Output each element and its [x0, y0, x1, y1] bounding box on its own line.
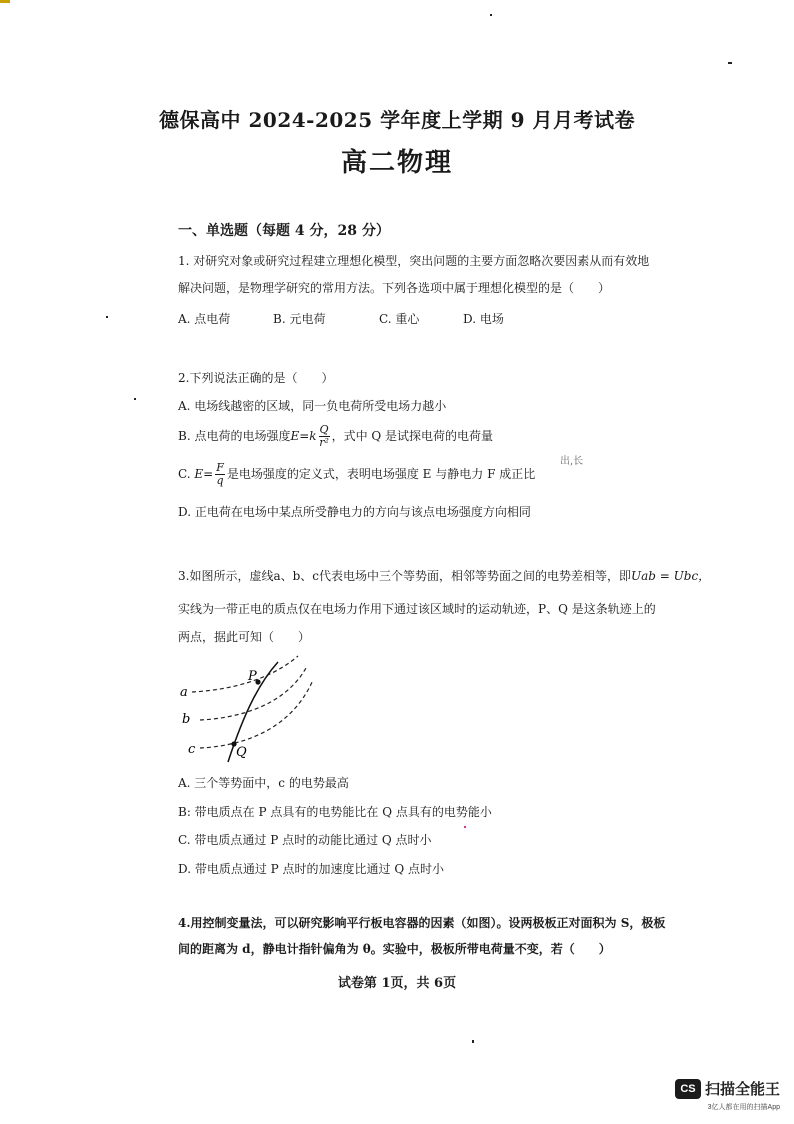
- scan-speck: [0, 0, 10, 3]
- q4-line1: 4.用控制变量法，可以研究影响平行板电容器的因素（如图）。设两极板正对面积为 S，极板: [178, 916, 666, 930]
- q2-option-b-suffix: ，式中 Q 是试探电荷的电荷量: [331, 429, 494, 443]
- scan-speck: [472, 1040, 474, 1043]
- scan-speck: [728, 62, 732, 64]
- label-b: b: [182, 712, 191, 727]
- q2-option-c-prefix: C.: [178, 467, 195, 481]
- scan-speck: [464, 826, 466, 828]
- scan-speck: [490, 14, 492, 16]
- q2-option-c-suffix: 是电场强度的定义式，表明电场强度 E 与静电力 F 成正比: [226, 467, 536, 481]
- q3-option-b: B: 带电质点在 P 点具有的电势能比在 Q 点具有的电势能小: [178, 805, 492, 819]
- q3-line1: [178, 567, 710, 584]
- scan-speck: [106, 316, 108, 318]
- formula-e: E: [194, 467, 204, 481]
- scanner-tagline: 3亿人都在用的扫描App: [707, 1104, 780, 1111]
- fraction-denominator: r²: [319, 436, 329, 449]
- equipotential-line-c: [200, 680, 313, 748]
- q2-option-a: A. 电场线越密的区域，同一负电荷所受电场力越小: [178, 399, 447, 413]
- q3-option-d: D. 带电质点通过 P 点时的加速度比通过 Q 点时小: [178, 862, 444, 876]
- q3-line3: 两点，据此可知（ ）: [178, 630, 311, 644]
- scanner-logo-icon: CS: [675, 1079, 701, 1099]
- q2-option-b: [178, 424, 493, 449]
- label-p: P: [248, 669, 257, 684]
- scanner-watermark: [675, 1078, 780, 1111]
- q1-line2: 解决问题，是物理学研究的常用方法。下列各选项中属于理想化模型的是（ ）: [178, 281, 611, 295]
- subject-title: 高二物理: [340, 148, 453, 178]
- q1-option-c: C. 重心: [379, 312, 420, 326]
- q1-option-a: A. 点电荷: [178, 312, 231, 326]
- section-heading: 一、单选题（每题 4 分，28 分）: [178, 223, 390, 239]
- formula-e: E: [290, 429, 300, 443]
- equipotential-line-a: [192, 656, 298, 692]
- scan-speck: [134, 398, 136, 400]
- label-c: c: [188, 742, 196, 757]
- q1-option-d: D. 电场: [463, 312, 504, 326]
- equipotential-figure: [170, 650, 330, 765]
- potential-equation: Uab = Ubc，: [631, 569, 711, 583]
- scanner-app-name: 扫描全能王: [704, 1081, 780, 1098]
- q1-option-b: B. 元电荷: [273, 312, 326, 326]
- q3-option-a: A. 三个等势面中，c 的电势最高: [178, 776, 349, 790]
- q2-stem: 2.下列说法正确的是（ ）: [178, 371, 334, 385]
- coulomb-fraction: [319, 424, 330, 449]
- q3-line1-text: 3.如图所示，虚线a、b、c代表电场中三个等势面，相邻等势面之间的电势差相等，即: [178, 569, 632, 583]
- q3-option-c: C. 带电质点通过 P 点时的动能比通过 Q 点时小: [178, 833, 432, 847]
- q2-option-c: C. E= $\frac{F}{q}$ 是电场强度的定义式，表明电场强度 E 与静电力 F 成正比: [178, 461, 536, 487]
- fraction-numerator: Q: [319, 423, 329, 436]
- q4-line2: 间的距离为 d，静电计指针偏角为 θ。实验中，极板所带电荷量不变，若（ ）: [178, 942, 611, 956]
- label-q: Q: [236, 745, 247, 760]
- formula-k: =k: [299, 429, 317, 443]
- q2-option-d: D. 正电荷在电场中某点所受静电力的方向与该点电场强度方向相同: [178, 505, 531, 519]
- q3-line2: 实线为一带正电的质点仅在电场力作用下通过该区域时的运动轨迹，P、Q 是这条轨迹上的: [178, 602, 656, 616]
- exam-title: 德保高中 2024-2025 学年度上学期 9 月月考试卷: [159, 108, 635, 132]
- field-definition-fraction: [215, 462, 225, 487]
- q2-option-b-prefix: B. 点电荷的电场强度: [178, 429, 291, 443]
- fraction-denominator: q: [216, 474, 224, 487]
- fraction-numerator: F: [216, 461, 224, 474]
- label-a: a: [180, 685, 188, 700]
- stray-mark: 出,长: [560, 456, 584, 467]
- page-footer: 试卷第 1页，共 6页: [337, 976, 457, 991]
- q1-line1: 1. 对研究对象或研究过程建立理想化模型，突出问题的主要方面忽略次要因素从而有效地: [178, 254, 650, 268]
